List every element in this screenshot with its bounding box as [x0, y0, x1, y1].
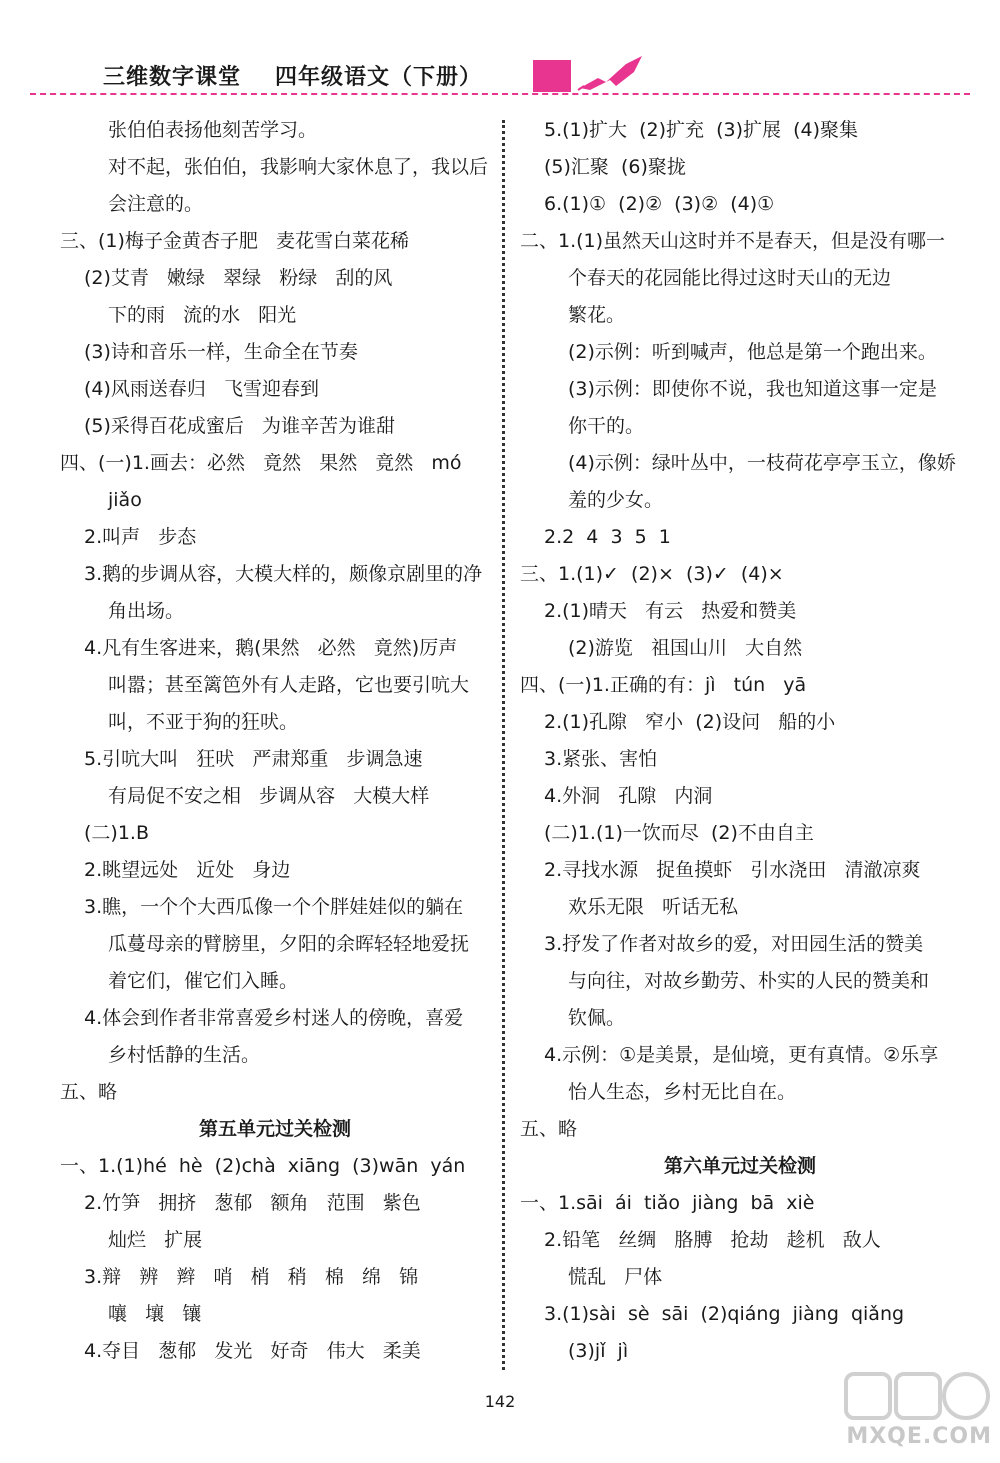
answer-line: 6.(1)① (2)② (3)② (4)①	[544, 193, 775, 215]
left-column	[60, 112, 490, 1370]
answer-line: (3)示例：即使你不说，我也知道这事一定是	[568, 378, 937, 400]
rocket-icon	[576, 52, 646, 92]
column-divider	[502, 120, 505, 1370]
answer-line: 个春天的花园能比得过这时天山的无边	[568, 267, 892, 289]
answer-line: 怡人生态，乡村无比自在。	[568, 1081, 797, 1103]
answer-line: 慌乱 尸体	[568, 1266, 663, 1288]
answer-line: (2)艾青 嫩绿 翠绿 粉绿 刮的风	[84, 267, 393, 289]
answer-line: 对不起，张伯伯，我影响大家休息了，我以后	[108, 156, 489, 178]
answer-line: 3.紧张、害怕	[544, 748, 658, 770]
answer-line: 一、1.(1)hé hè (2)chà xiāng (3)wān yán	[60, 1155, 466, 1177]
answer-line: 有局促不安之相 步调从容 大模大样	[108, 785, 430, 807]
answer-line: 三、(1)梅子金黄杏子肥 麦花雪白菜花稀	[60, 230, 410, 252]
answer-line: (二)1.B	[84, 822, 149, 844]
answer-line: 角出场。	[108, 600, 185, 622]
answer-line: 叫嚣；甚至篱笆外有人走路，它也要引吭大	[108, 674, 470, 696]
answer-line: 四、(一)1.画去：必然 竟然 果然 竟然 mó	[60, 452, 462, 474]
watermark-text: MXQE.COM	[846, 1424, 992, 1449]
answer-line: 2.竹笋 拥挤 葱郁 额角 范围 紫色	[84, 1192, 421, 1214]
header-color-block	[533, 60, 571, 92]
series-title: 三维数字课堂	[103, 65, 242, 90]
page-number: 142	[484, 1392, 516, 1411]
answer-line: 3.鹅的步调从容，大模大样的，颇像京剧里的净	[84, 563, 483, 585]
answer-line: 4.夺目 葱郁 发光 好奇 伟大 柔美	[84, 1340, 421, 1362]
right-column	[520, 112, 960, 1370]
answer-line: 乡村恬静的生活。	[108, 1044, 261, 1066]
answer-line: 着它们，催它们入睡。	[108, 970, 299, 992]
answer-line: 五、略	[60, 1081, 118, 1103]
answer-line: 5.(1)扩大 (2)扩充 (3)扩展 (4)聚集	[544, 119, 859, 141]
answer-line: 3.瞧，一个个大西瓜像一个个胖娃娃似的躺在	[84, 896, 464, 918]
answer-line: 3.(1)sài sè sāi (2)qiáng jiàng qiǎng	[544, 1303, 905, 1325]
answer-line: 5.引吭大叫 狂吠 严肃郑重 步调急速	[84, 748, 423, 770]
answer-line: 五、略	[520, 1118, 578, 1140]
answer-line: 嚷 壤 镶	[108, 1303, 202, 1325]
answer-line: (4)示例：绿叶丛中，一枝荷花亭亭玉立，像娇	[568, 452, 956, 474]
answer-line: 2.2 4 3 5 1	[544, 526, 671, 548]
answer-line: 瓜蔓母亲的臂膀里，夕阳的余晖轻轻地爱抚	[108, 933, 470, 955]
answer-line: 欢乐无限 听话无私	[568, 896, 739, 918]
answer-line: 灿烂 扩展	[108, 1229, 203, 1251]
answer-line: 你干的。	[568, 415, 645, 437]
answer-line: 4.示例：①是美景，是仙境，更有真情。②乐享	[544, 1044, 939, 1066]
answer-line: 张伯伯表扬他刻苦学习。	[108, 119, 318, 141]
answer-line: 3.抒发了作者对故乡的爱，对田园生活的赞美	[544, 933, 924, 955]
answer-line: (5)采得百花成蜜后 为谁辛苦为谁甜	[84, 415, 396, 437]
answer-line: jiǎo	[108, 489, 142, 511]
answer-line: 羞的少女。	[568, 489, 664, 511]
answer-line: 4.体会到作者非常喜爱乡村迷人的傍晚，喜爱	[84, 1007, 464, 1029]
answer-line: (二)1.(1)一饮而尽 (2)不由自主	[544, 822, 814, 844]
section-title: 第六单元过关检测	[663, 1155, 816, 1177]
header-divider	[30, 93, 970, 95]
answer-line: 三、1.(1)✓ (2)× (3)✓ (4)×	[520, 563, 784, 585]
watermark-logo-icon	[842, 1368, 992, 1424]
answer-line: (5)汇聚 (6)聚拢	[544, 156, 686, 178]
answer-line: 3.辩 辨 辫 哨 梢 稍 棉 绵 锦	[84, 1266, 419, 1288]
answer-line: 叫，不亚于狗的狂吠。	[108, 711, 299, 733]
answer-line: 2.寻找水源 捉鱼摸虾 引水浇田 清澈凉爽	[544, 859, 921, 881]
answer-line: 二、1.(1)虽然天山这时并不是春天，但是没有哪一	[520, 230, 946, 252]
answer-line: 2.铅笔 丝绸 胳膊 抢劫 趁机 敌人	[544, 1229, 881, 1251]
page-header	[0, 0, 1000, 100]
answer-line: 四、(一)1.正确的有：jì tún yā	[520, 674, 807, 696]
answer-line: (3)诗和音乐一样，生命全在节奏	[84, 341, 358, 363]
answer-line: 与向往，对故乡勤劳、朴实的人民的赞美和	[568, 970, 930, 992]
answer-line: 2.眺望远处 近处 身边	[84, 859, 291, 881]
answer-line: (2)示例：听到喊声，他总是第一个跑出来。	[568, 341, 937, 363]
answer-line: 一、1.sāi ái tiǎo jiàng bā xiè	[520, 1192, 815, 1214]
answer-line: (4)风雨送春归 飞雪迎春到	[84, 378, 320, 400]
watermark	[832, 1368, 992, 1458]
book-title: 四年级语文（下册）	[275, 65, 483, 90]
answer-line: 繁花。	[568, 304, 626, 326]
answer-line: (2)游览 祖国山川 大自然	[568, 637, 803, 659]
answer-line: 4.外洞 孔隙 内洞	[544, 785, 713, 807]
answer-line: 会注意的。	[108, 193, 204, 215]
answer-line: (3)jǐ jì	[568, 1340, 629, 1362]
answer-line: 4.凡有生客进来，鹅(果然 必然 竟然)厉声	[84, 637, 458, 659]
answer-line: 2.(1)孔隙 窄小 (2)设问 船的小	[544, 711, 836, 733]
answer-line: 2.叫声 步态	[84, 526, 197, 548]
answer-line: 下的雨 流的水 阳光	[108, 304, 297, 326]
answer-line: 钦佩。	[568, 1007, 626, 1029]
section-title: 第五单元过关检测	[198, 1118, 351, 1140]
answer-line: 2.(1)晴天 有云 热爱和赞美	[544, 600, 797, 622]
